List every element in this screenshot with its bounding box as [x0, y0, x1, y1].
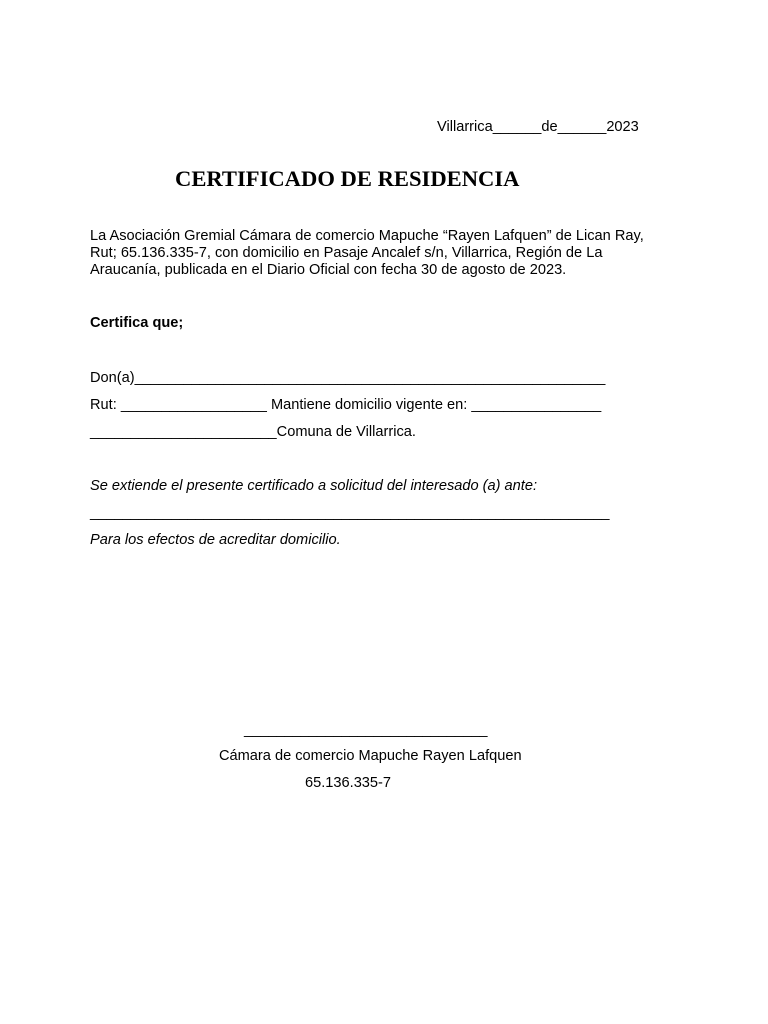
document-title: CERTIFICADO DE RESIDENCIA	[175, 166, 520, 191]
intro-line: Araucanía, publicada en el Diario Oficial con fecha 30 de agosto de 2023.	[90, 262, 567, 278]
intro-line: Rut; 65.136.335-7, con domicilio en Pasaje Ancalef s/n, Villarrica, Región de La	[90, 245, 603, 261]
organization-rut: 65.136.335-7	[305, 775, 392, 791]
intro-line: La Asociación Gremial Cámara de comercio Mapuche “Rayen Lafquen” de Lican Ray,	[90, 228, 644, 244]
efectos-text: Para los efectos de acreditar domicilio.	[90, 532, 341, 548]
organization-name: Cámara de comercio Mapuche Rayen Lafquen	[219, 748, 522, 764]
extiende-text: Se extiende el presente certificado a solicitud del interesado (a) ante:	[90, 478, 537, 494]
comuna-field-line: _______________________Comuna de Villarrica.	[90, 424, 416, 440]
signature-line: ______________________________	[244, 722, 488, 738]
ante-blank-line: ________________________________________________________________	[90, 505, 610, 521]
don-field-line: Don(a)__________________________________________________________	[90, 370, 606, 386]
date-line: Villarrica______de______2023	[437, 119, 639, 135]
certifica-label: Certifica que;	[90, 315, 184, 331]
rut-field-line: Rut: __________________ Mantiene domicilio vigente en: ________________	[90, 397, 602, 413]
intro-paragraph	[90, 228, 670, 279]
